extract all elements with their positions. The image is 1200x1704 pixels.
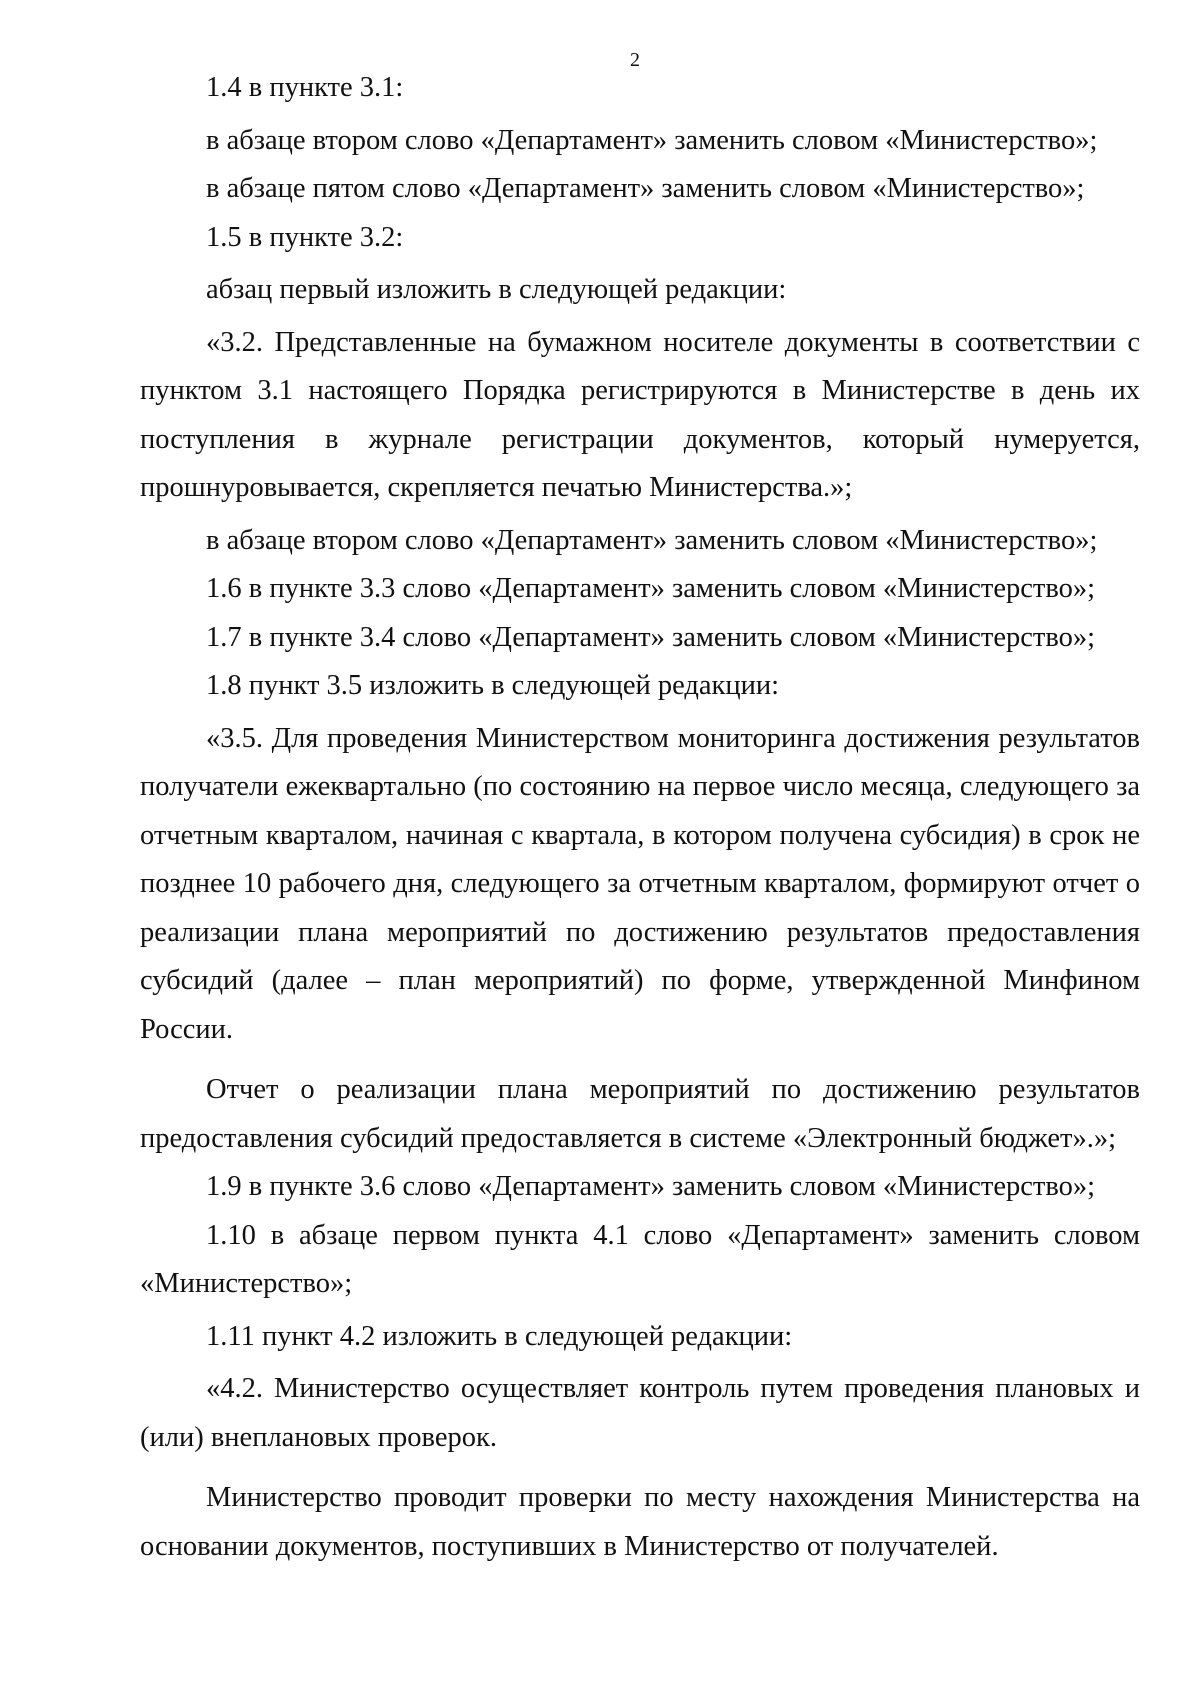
- paragraph-1-11: 1.11 пункт 4.2 изложить в следующей редакции:: [206, 1320, 793, 1352]
- paragraph-1-6: 1.6 в пункте 3.3 слово «Департамент» заменить словом «Министерство»;: [206, 573, 1096, 604]
- paragraph-1-4: 1.4 в пункте 3.1:: [206, 72, 404, 103]
- quote-3-5-report: Отчет о реализации плана мероприятий по достижению результатов предоставления субсидий предоставляется в системе «Электронный бюджет».»;: [140, 1074, 1140, 1154]
- quote-3-5: «3.5. Для проведения Министерством мониторинга достижения результатов получатели ежеквартально (по состоянию на первое число месяца, следующего за отчетным кварталом, начиная с квартала, в котором получена субсидия) в срок не позднее 10 рабочего дня, следующего за отчетным кварталом, формируют отчет о реализации плана мероприятий по достижению результатов предоставления субсидий (далее – план мероприятий) по форме, утвержденной Минфином России.: [140, 722, 1140, 1045]
- quote-4-2: «4.2. Министерство осуществляет контроль путем проведения плановых и (или) внеплановых проверок.: [140, 1373, 1140, 1453]
- paragraph-1-5: 1.5 в пункте 3.2:: [206, 221, 404, 253]
- document-body: [140, 64, 1140, 1571]
- paragraph-1-7: 1.7 в пункте 3.4 слово «Департамент» заменить словом «Министерство»;: [206, 621, 1096, 653]
- paragraph-1-5-a: абзац первый изложить в следующей редакции:: [206, 274, 787, 305]
- paragraph-1-4-b: в абзаце пятом слово «Департамент» заменить словом «Министерство»;: [206, 173, 1085, 204]
- paragraph-1-8: 1.8 пункт 3.5 изложить в следующей редакции:: [206, 670, 780, 701]
- page-number: 2: [630, 49, 640, 71]
- paragraph-1-4-a: в абзаце втором слово «Департамент» заменить словом «Министерство»;: [206, 124, 1098, 156]
- quote-4-2-inspection: Министерство проводит проверки по месту нахождения Министерства на основании документов, поступивших в Министерство от получателей.: [140, 1482, 1140, 1562]
- paragraph-1-10: 1.10 в абзаце первом пункта 4.1 слово «Департамент» заменить словом «Министерство»;: [140, 1219, 1140, 1299]
- quote-3-2: «3.2. Представленные на бумажном носителе документы в соответствии с пунктом 3.1 настоящего Порядка регистрируются в Министерстве в день их поступления в журнале регистрации документов, который нумеруется, прошнуровывается, скрепляется печатью Министерства.»;: [140, 326, 1140, 503]
- paragraph-1-9: 1.9 в пункте 3.6 слово «Департамент» заменить словом «Министерство»;: [206, 1171, 1096, 1202]
- paragraph-1-5-b: в абзаце втором слово «Департамент» заменить словом «Министерство»;: [206, 524, 1098, 556]
